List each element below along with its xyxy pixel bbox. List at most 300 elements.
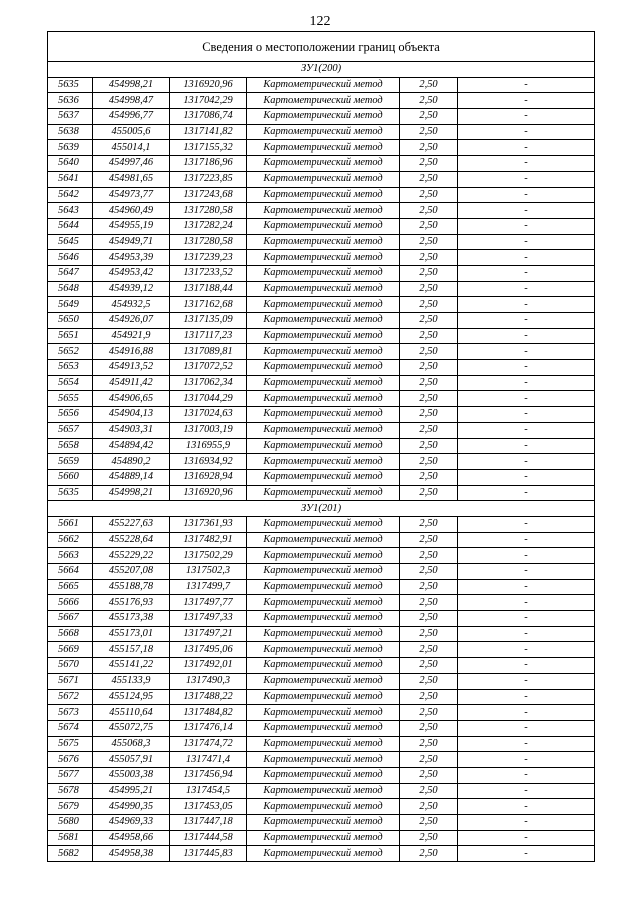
method-cell: Картометрический метод [247,799,400,815]
method-cell: Картометрический метод [247,767,400,783]
description-cell: - [458,564,595,580]
accuracy-cell: 2,50 [400,328,458,344]
accuracy-cell: 2,50 [400,579,458,595]
y-coordinate-cell: 1317497,33 [170,611,247,627]
x-coordinate-cell: 455003,38 [93,767,170,783]
method-cell: Картометрический метод [247,77,400,93]
description-cell: - [458,485,595,501]
y-coordinate-cell: 1317484,82 [170,705,247,721]
description-cell: - [458,156,595,172]
point-number-cell: 5639 [48,140,93,156]
x-coordinate-cell: 454926,07 [93,313,170,329]
x-coordinate-cell: 455057,91 [93,752,170,768]
description-cell: - [458,124,595,140]
x-coordinate-cell: 455157,18 [93,642,170,658]
accuracy-cell: 2,50 [400,799,458,815]
table-row [48,783,595,799]
table-row [48,673,595,689]
y-coordinate-cell: 1317186,96 [170,156,247,172]
y-coordinate-cell: 1317361,93 [170,516,247,532]
x-coordinate-cell: 454911,42 [93,375,170,391]
description-cell: - [458,752,595,768]
x-coordinate-cell: 455068,3 [93,736,170,752]
accuracy-cell: 2,50 [400,736,458,752]
table-row [48,720,595,736]
description-cell: - [458,595,595,611]
description-cell: - [458,767,595,783]
table-row [48,391,595,407]
method-cell: Картометрический метод [247,548,400,564]
y-coordinate-cell: 1317497,21 [170,626,247,642]
table-row [48,297,595,313]
accuracy-cell: 2,50 [400,422,458,438]
point-number-cell: 5651 [48,328,93,344]
x-coordinate-cell: 455188,78 [93,579,170,595]
point-number-cell: 5675 [48,736,93,752]
description-cell: - [458,407,595,423]
method-cell: Картометрический метод [247,109,400,125]
method-cell: Картометрический метод [247,375,400,391]
method-cell: Картометрический метод [247,579,400,595]
x-coordinate-cell: 455110,64 [93,705,170,721]
x-coordinate-cell: 455176,93 [93,595,170,611]
section-header-row [48,501,595,517]
table-row [48,705,595,721]
y-coordinate-cell: 1317239,23 [170,250,247,266]
y-coordinate-cell: 1317453,05 [170,799,247,815]
point-number-cell: 5681 [48,830,93,846]
y-coordinate-cell: 1316928,94 [170,469,247,485]
y-coordinate-cell: 1317044,29 [170,391,247,407]
description-cell: - [458,77,595,93]
x-coordinate-cell: 454969,33 [93,815,170,831]
table-row [48,360,595,376]
point-number-cell: 5652 [48,344,93,360]
y-coordinate-cell: 1317488,22 [170,689,247,705]
accuracy-cell: 2,50 [400,705,458,721]
y-coordinate-cell: 1317280,58 [170,234,247,250]
point-number-cell: 5676 [48,752,93,768]
method-cell: Картометрический метод [247,564,400,580]
table-row [48,438,595,454]
y-coordinate-cell: 1317499,7 [170,579,247,595]
accuracy-cell: 2,50 [400,626,458,642]
y-coordinate-cell: 1316955,9 [170,438,247,454]
method-cell: Картометрический метод [247,689,400,705]
table-row [48,109,595,125]
point-number-cell: 5646 [48,250,93,266]
method-cell: Картометрический метод [247,328,400,344]
x-coordinate-cell: 454949,71 [93,234,170,250]
method-cell: Картометрический метод [247,736,400,752]
y-coordinate-cell: 1317502,29 [170,548,247,564]
method-cell: Картометрический метод [247,187,400,203]
method-cell: Картометрический метод [247,705,400,721]
y-coordinate-cell: 1317072,52 [170,360,247,376]
description-cell: - [458,658,595,674]
x-coordinate-cell: 454981,65 [93,171,170,187]
point-number-cell: 5666 [48,595,93,611]
description-cell: - [458,391,595,407]
description-cell: - [458,516,595,532]
method-cell: Картометрический метод [247,783,400,799]
x-coordinate-cell: 454889,14 [93,469,170,485]
table-row [48,532,595,548]
point-number-cell: 5672 [48,689,93,705]
accuracy-cell: 2,50 [400,124,458,140]
table-row [48,140,595,156]
section-label: ЗУ1(200) [48,62,595,78]
point-number-cell: 5644 [48,218,93,234]
description-cell: - [458,454,595,470]
method-cell: Картометрический метод [247,658,400,674]
accuracy-cell: 2,50 [400,313,458,329]
y-coordinate-cell: 1317445,83 [170,846,247,862]
description-cell: - [458,438,595,454]
x-coordinate-cell: 454913,52 [93,360,170,376]
x-coordinate-cell: 454955,19 [93,218,170,234]
table-row [48,422,595,438]
x-coordinate-cell: 455072,75 [93,720,170,736]
y-coordinate-cell: 1317456,94 [170,767,247,783]
point-number-cell: 5658 [48,438,93,454]
accuracy-cell: 2,50 [400,156,458,172]
point-number-cell: 5635 [48,77,93,93]
table-row [48,250,595,266]
method-cell: Картометрический метод [247,281,400,297]
description-cell: - [458,532,595,548]
point-number-cell: 5657 [48,422,93,438]
method-cell: Картометрический метод [247,407,400,423]
point-number-cell: 5670 [48,658,93,674]
description-cell: - [458,469,595,485]
x-coordinate-cell: 454894,42 [93,438,170,454]
table-row [48,564,595,580]
method-cell: Картометрический метод [247,391,400,407]
boundary-table [47,31,595,862]
method-cell: Картометрический метод [247,171,400,187]
description-cell: - [458,265,595,281]
point-number-cell: 5643 [48,203,93,219]
description-cell: - [458,297,595,313]
accuracy-cell: 2,50 [400,297,458,313]
x-coordinate-cell: 454953,39 [93,250,170,266]
accuracy-cell: 2,50 [400,109,458,125]
table-row [48,611,595,627]
x-coordinate-cell: 455207,08 [93,564,170,580]
y-coordinate-cell: 1317141,82 [170,124,247,140]
table-row [48,658,595,674]
method-cell: Картометрический метод [247,93,400,109]
y-coordinate-cell: 1317062,34 [170,375,247,391]
description-cell: - [458,313,595,329]
point-number-cell: 5638 [48,124,93,140]
description-cell: - [458,720,595,736]
description-cell: - [458,579,595,595]
method-cell: Картометрический метод [247,297,400,313]
description-cell: - [458,187,595,203]
description-cell: - [458,783,595,799]
table-row [48,485,595,501]
table-row [48,328,595,344]
table-row [48,203,595,219]
table-row [48,344,595,360]
accuracy-cell: 2,50 [400,360,458,376]
point-number-cell: 5673 [48,705,93,721]
y-coordinate-cell: 1316920,96 [170,77,247,93]
y-coordinate-cell: 1317086,74 [170,109,247,125]
table-row [48,234,595,250]
description-cell: - [458,705,595,721]
table-row [48,313,595,329]
description-cell: - [458,689,595,705]
y-coordinate-cell: 1317162,68 [170,297,247,313]
method-cell: Картометрический метод [247,250,400,266]
method-cell: Картометрический метод [247,313,400,329]
point-number-cell: 5671 [48,673,93,689]
x-coordinate-cell: 454932,5 [93,297,170,313]
description-cell: - [458,673,595,689]
x-coordinate-cell: 454998,21 [93,485,170,501]
x-coordinate-cell: 454996,77 [93,109,170,125]
method-cell: Картометрический метод [247,626,400,642]
accuracy-cell: 2,50 [400,187,458,203]
accuracy-cell: 2,50 [400,642,458,658]
method-cell: Картометрический метод [247,595,400,611]
description-cell: - [458,203,595,219]
accuracy-cell: 2,50 [400,281,458,297]
y-coordinate-cell: 1317135,09 [170,313,247,329]
table-row [48,626,595,642]
table-title: Сведения о местоположении границ объекта [48,32,595,62]
accuracy-cell: 2,50 [400,203,458,219]
accuracy-cell: 2,50 [400,815,458,831]
method-cell: Картометрический метод [247,422,400,438]
x-coordinate-cell: 455228,64 [93,532,170,548]
description-cell: - [458,375,595,391]
table-title-row [48,32,595,62]
table-row [48,454,595,470]
x-coordinate-cell: 454903,31 [93,422,170,438]
y-coordinate-cell: 1317233,52 [170,265,247,281]
point-number-cell: 5662 [48,532,93,548]
accuracy-cell: 2,50 [400,407,458,423]
y-coordinate-cell: 1317476,14 [170,720,247,736]
method-cell: Картометрический метод [247,218,400,234]
table-row [48,642,595,658]
accuracy-cell: 2,50 [400,595,458,611]
accuracy-cell: 2,50 [400,171,458,187]
accuracy-cell: 2,50 [400,516,458,532]
description-cell: - [458,93,595,109]
point-number-cell: 5659 [48,454,93,470]
accuracy-cell: 2,50 [400,532,458,548]
y-coordinate-cell: 1317474,72 [170,736,247,752]
accuracy-cell: 2,50 [400,658,458,674]
y-coordinate-cell: 1317042,29 [170,93,247,109]
y-coordinate-cell: 1317495,06 [170,642,247,658]
point-number-cell: 5667 [48,611,93,627]
description-cell: - [458,360,595,376]
x-coordinate-cell: 455141,22 [93,658,170,674]
accuracy-cell: 2,50 [400,673,458,689]
table-row [48,595,595,611]
method-cell: Картометрический метод [247,360,400,376]
x-coordinate-cell: 454939,12 [93,281,170,297]
table-row [48,846,595,862]
method-cell: Картометрический метод [247,673,400,689]
method-cell: Картометрический метод [247,124,400,140]
point-number-cell: 5679 [48,799,93,815]
y-coordinate-cell: 1317280,58 [170,203,247,219]
x-coordinate-cell: 454997,46 [93,156,170,172]
description-cell: - [458,328,595,344]
table-row [48,93,595,109]
description-cell: - [458,548,595,564]
table-row [48,815,595,831]
x-coordinate-cell: 454904,13 [93,407,170,423]
x-coordinate-cell: 454998,21 [93,77,170,93]
y-coordinate-cell: 1317282,24 [170,218,247,234]
point-number-cell: 5642 [48,187,93,203]
method-cell: Картометрический метод [247,438,400,454]
table-row [48,830,595,846]
y-coordinate-cell: 1317444,58 [170,830,247,846]
point-number-cell: 5647 [48,265,93,281]
point-number-cell: 5678 [48,783,93,799]
description-cell: - [458,642,595,658]
point-number-cell: 5661 [48,516,93,532]
description-cell: - [458,736,595,752]
method-cell: Картометрический метод [247,454,400,470]
table-row [48,407,595,423]
accuracy-cell: 2,50 [400,250,458,266]
point-number-cell: 5663 [48,548,93,564]
description-cell: - [458,250,595,266]
description-cell: - [458,611,595,627]
table-row [48,124,595,140]
y-coordinate-cell: 1317471,4 [170,752,247,768]
y-coordinate-cell: 1317003,19 [170,422,247,438]
method-cell: Картометрический метод [247,265,400,281]
x-coordinate-cell: 455227,63 [93,516,170,532]
x-coordinate-cell: 454921,9 [93,328,170,344]
x-coordinate-cell: 455124,95 [93,689,170,705]
point-number-cell: 5656 [48,407,93,423]
table-row [48,736,595,752]
accuracy-cell: 2,50 [400,689,458,705]
y-coordinate-cell: 1317492,01 [170,658,247,674]
method-cell: Картометрический метод [247,846,400,862]
point-number-cell: 5677 [48,767,93,783]
accuracy-cell: 2,50 [400,752,458,768]
table-row [48,752,595,768]
point-number-cell: 5668 [48,626,93,642]
method-cell: Картометрический метод [247,203,400,219]
x-coordinate-cell: 454906,65 [93,391,170,407]
point-number-cell: 5635 [48,485,93,501]
description-cell: - [458,281,595,297]
method-cell: Картометрический метод [247,469,400,485]
description-cell: - [458,171,595,187]
point-number-cell: 5641 [48,171,93,187]
point-number-cell: 5650 [48,313,93,329]
accuracy-cell: 2,50 [400,93,458,109]
table-row [48,375,595,391]
accuracy-cell: 2,50 [400,218,458,234]
point-number-cell: 5660 [48,469,93,485]
point-number-cell: 5669 [48,642,93,658]
method-cell: Картометрический метод [247,516,400,532]
x-coordinate-cell: 454953,42 [93,265,170,281]
method-cell: Картометрический метод [247,815,400,831]
method-cell: Картометрический метод [247,752,400,768]
x-coordinate-cell: 455133,9 [93,673,170,689]
point-number-cell: 5649 [48,297,93,313]
point-number-cell: 5674 [48,720,93,736]
accuracy-cell: 2,50 [400,438,458,454]
point-number-cell: 5637 [48,109,93,125]
table-row [48,77,595,93]
table-row [48,156,595,172]
point-number-cell: 5682 [48,846,93,862]
accuracy-cell: 2,50 [400,140,458,156]
point-number-cell: 5680 [48,815,93,831]
accuracy-cell: 2,50 [400,830,458,846]
method-cell: Картометрический метод [247,344,400,360]
x-coordinate-cell: 454958,66 [93,830,170,846]
table-row [48,171,595,187]
description-cell: - [458,234,595,250]
table-row [48,548,595,564]
point-number-cell: 5636 [48,93,93,109]
method-cell: Картометрический метод [247,532,400,548]
accuracy-cell: 2,50 [400,344,458,360]
x-coordinate-cell: 454995,21 [93,783,170,799]
accuracy-cell: 2,50 [400,783,458,799]
y-coordinate-cell: 1317482,91 [170,532,247,548]
table-row [48,689,595,705]
y-coordinate-cell: 1317502,3 [170,564,247,580]
y-coordinate-cell: 1317089,81 [170,344,247,360]
accuracy-cell: 2,50 [400,846,458,862]
point-number-cell: 5640 [48,156,93,172]
description-cell: - [458,846,595,862]
method-cell: Картометрический метод [247,830,400,846]
y-coordinate-cell: 1317243,68 [170,187,247,203]
x-coordinate-cell: 454973,77 [93,187,170,203]
y-coordinate-cell: 1317223,85 [170,171,247,187]
table-row [48,469,595,485]
description-cell: - [458,799,595,815]
description-cell: - [458,626,595,642]
point-number-cell: 5645 [48,234,93,250]
x-coordinate-cell: 455014,1 [93,140,170,156]
accuracy-cell: 2,50 [400,469,458,485]
table-row [48,187,595,203]
y-coordinate-cell: 1317188,44 [170,281,247,297]
y-coordinate-cell: 1317447,18 [170,815,247,831]
section-header-row [48,62,595,78]
point-number-cell: 5665 [48,579,93,595]
y-coordinate-cell: 1317490,3 [170,673,247,689]
accuracy-cell: 2,50 [400,454,458,470]
table-row [48,767,595,783]
method-cell: Картометрический метод [247,140,400,156]
x-coordinate-cell: 454998,47 [93,93,170,109]
description-cell: - [458,344,595,360]
accuracy-cell: 2,50 [400,234,458,250]
